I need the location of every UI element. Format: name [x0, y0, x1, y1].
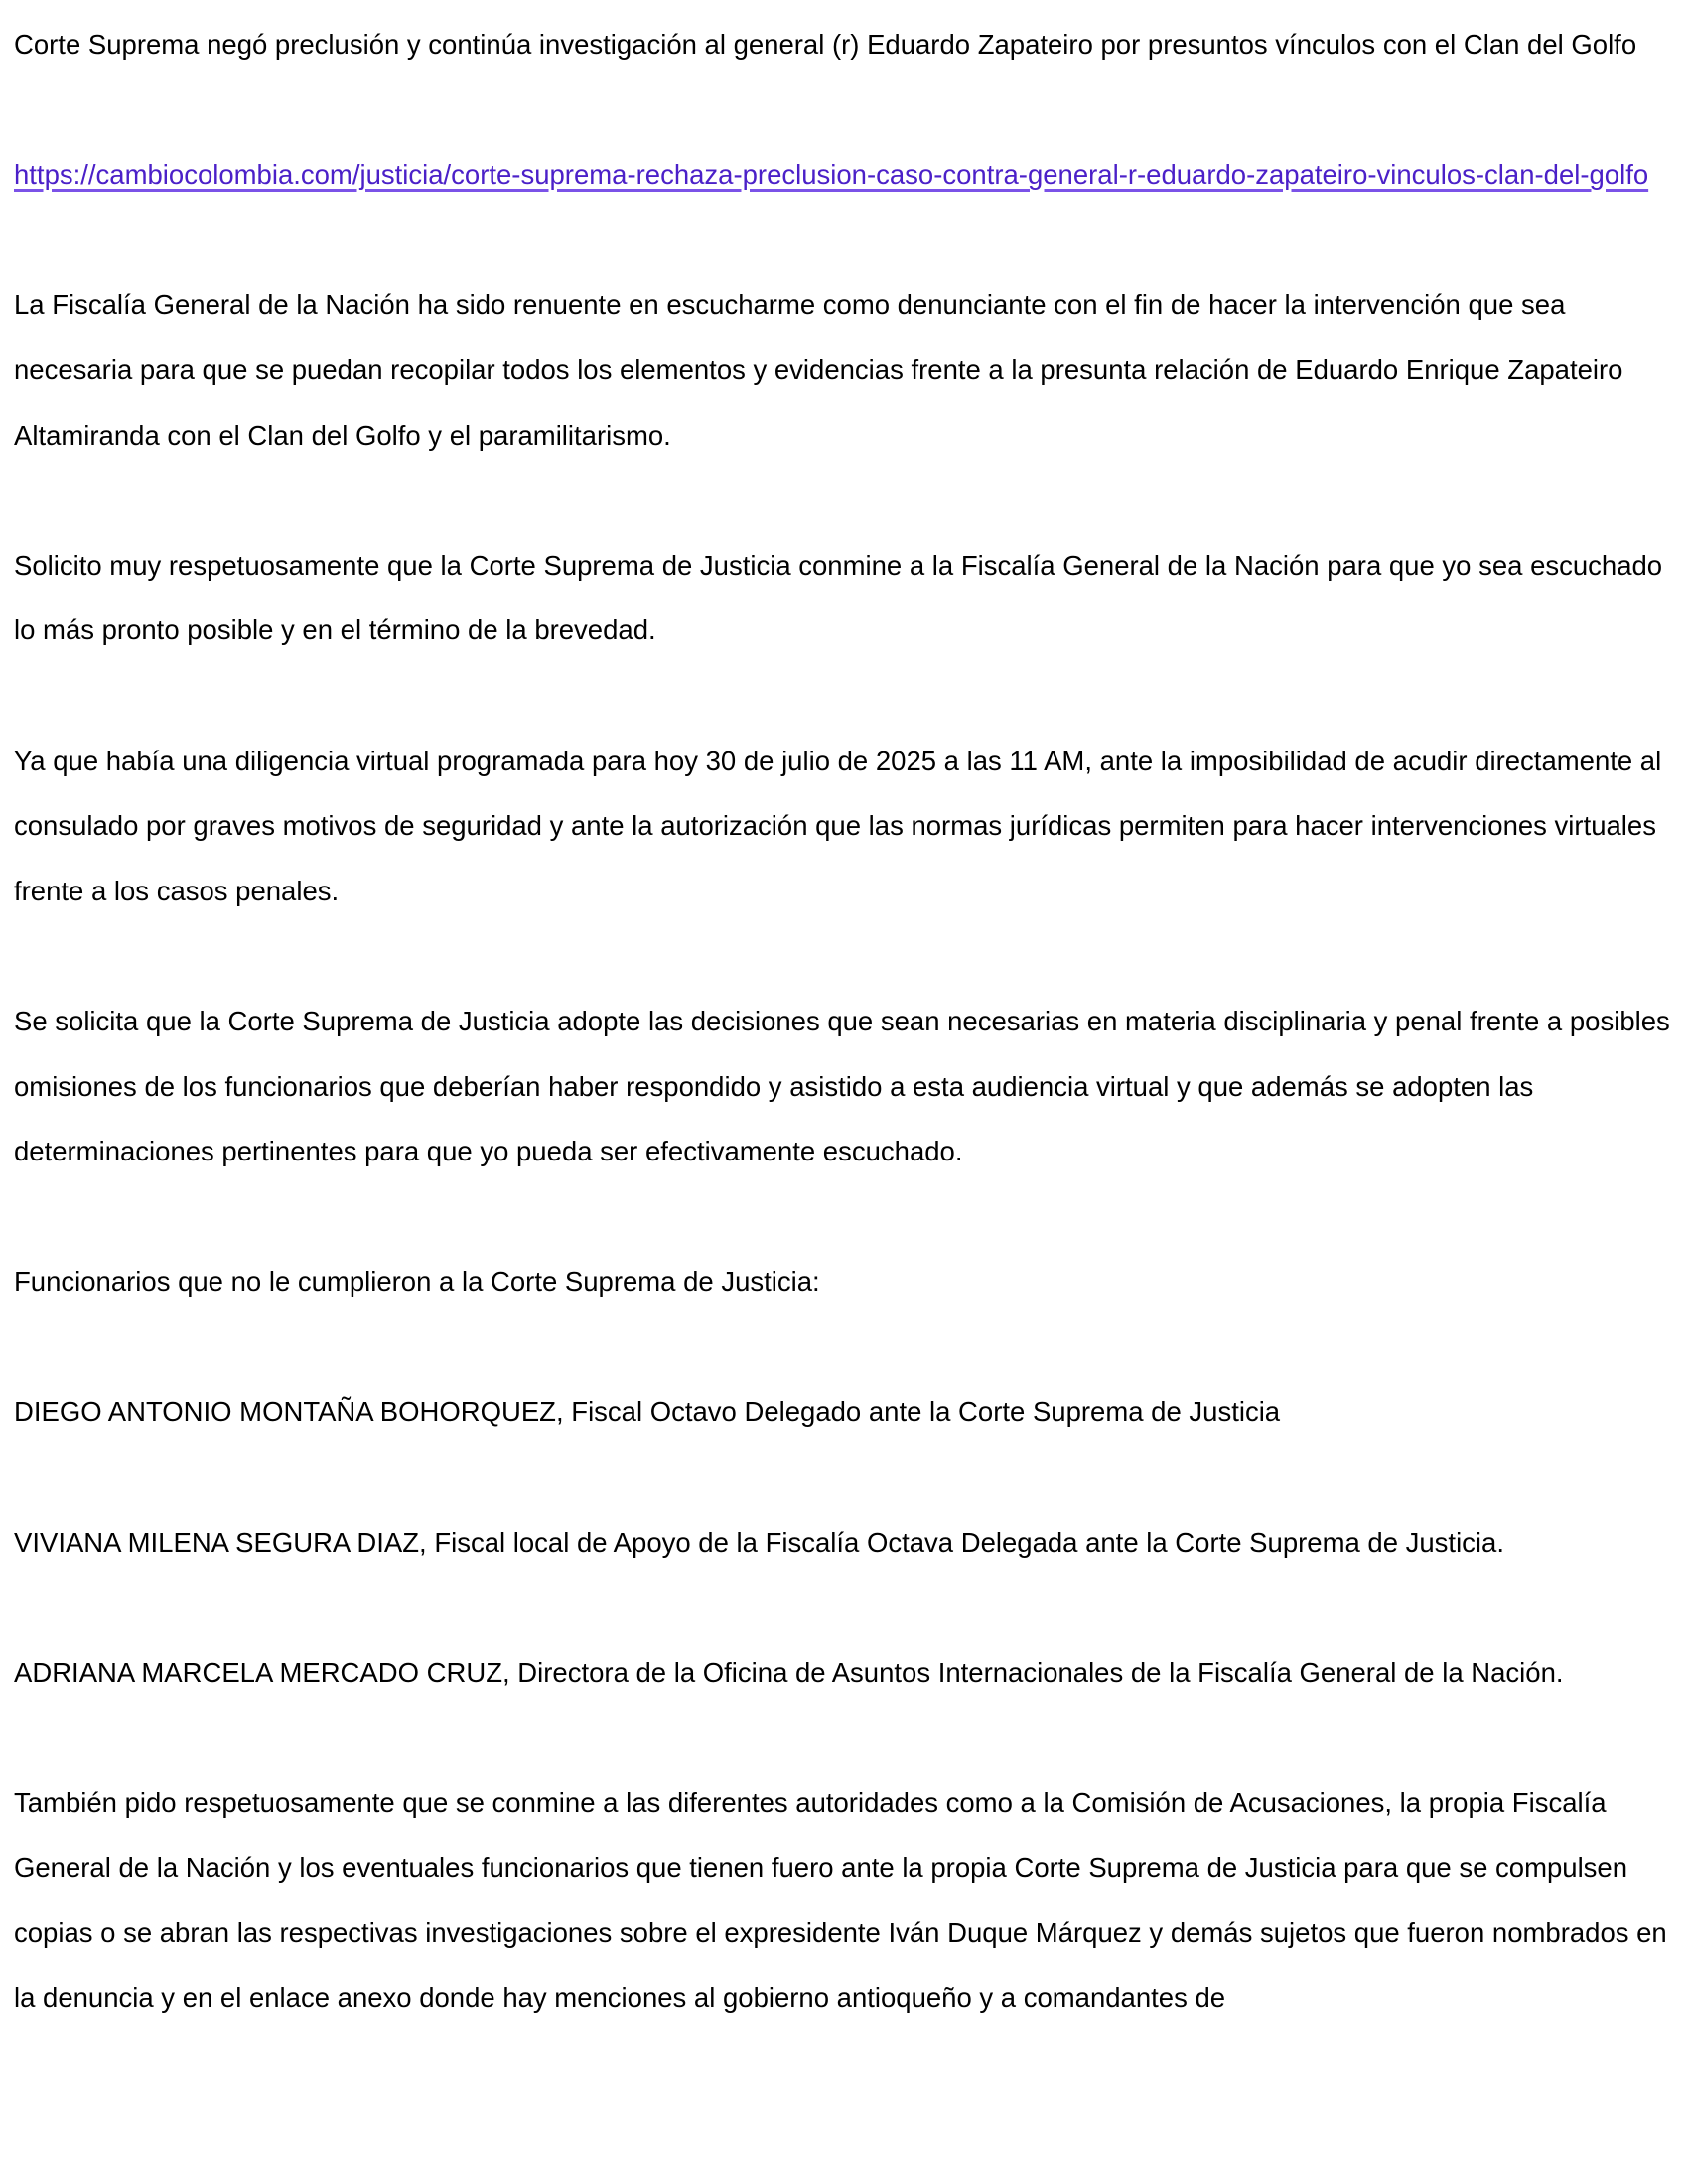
headline: Corte Suprema negó preclusión y continúa investigación al general (r) Eduardo Zapateiro por presuntos vínculos con el Clan del Golfo	[14, 29, 1637, 60]
document-page	[14, 12, 1677, 2096]
article-link-paragraph	[14, 142, 1677, 207]
official-mercado: ADRIANA MARCELA MERCADO CRUZ, Directora de la Oficina de Asuntos Internacionales de la Fiscalía General de la Nación.	[14, 1656, 1564, 1688]
paragraph-funcionarios-intro: Funcionarios que no le cumplieron a la Corte Suprema de Justicia:	[14, 1266, 820, 1297]
article-link[interactable]: https://cambiocolombia.com/justicia/corte-suprema-rechaza-preclusion-caso-contra-general-r-eduardo-zapateiro-vinculos-clan-del-golfo	[14, 159, 1649, 191]
paragraph-compulsa-copias: También pido respetuosamente que se conmine a las diferentes autoridades como a la Comisión de Acusaciones, la propia Fiscalía General de la Nación y los eventuales funcionarios que tienen fuero ante la propia Corte Suprema de Justicia para que se compulsen copias o se abran las respectivas investigaciones sobre el expresidente Iván Duque Márquez y demás sujetos que fueron nombrados en la denuncia y en el enlace anexo donde hay menciones al gobierno antioqueño y a comandantes de	[14, 1787, 1667, 2013]
paragraph-diligencia-virtual: Ya que había una diligencia virtual programada para hoy 30 de julio de 2025 a las 11 AM, ante la imposibilidad de acudir directamente al consulado por graves motivos de seguridad y ante la autorización que las normas jurídicas permiten para hacer intervenciones virtuales frente a los casos penales.	[14, 745, 1662, 906]
official-montana: DIEGO ANTONIO MONTAÑA BOHORQUEZ, Fiscal Octavo Delegado ante la Corte Suprema de Justicia	[14, 1396, 1281, 1428]
paragraph-solicitud-escucha: Solicito muy respetuosamente que la Corte Suprema de Justicia conmine a la Fiscalía General de la Nación para que yo sea escuchado lo más pronto posible y en el término de la brevedad.	[14, 549, 1663, 646]
paragraph-decisiones-disciplinarias: Se solicita que la Corte Suprema de Justicia adopte las decisiones que sean necesarias en materia disciplinaria y penal frente a posibles omisiones de los funcionarios que deberían haber respondido y asistido a esta audiencia virtual y que además se adopten las determinaciones pertinentes para que yo pueda ser efectivamente escuchado.	[14, 1005, 1670, 1167]
official-segura: VIVIANA MILENA SEGURA DIAZ, Fiscal local de Apoyo de la Fiscalía Octava Delegada ante la Corte Suprema de Justicia.	[14, 1526, 1504, 1558]
paragraph-fiscalia-renuente: La Fiscalía General de la Nación ha sido renuente en escucharme como denunciante con el fin de hacer la intervención que sea necesaria para que se puedan recopilar todos los elementos y evidencias frente a la presunta relación de Eduardo Enrique Zapateiro Altamiranda con el Clan del Golfo y el paramilitarismo.	[14, 289, 1623, 451]
